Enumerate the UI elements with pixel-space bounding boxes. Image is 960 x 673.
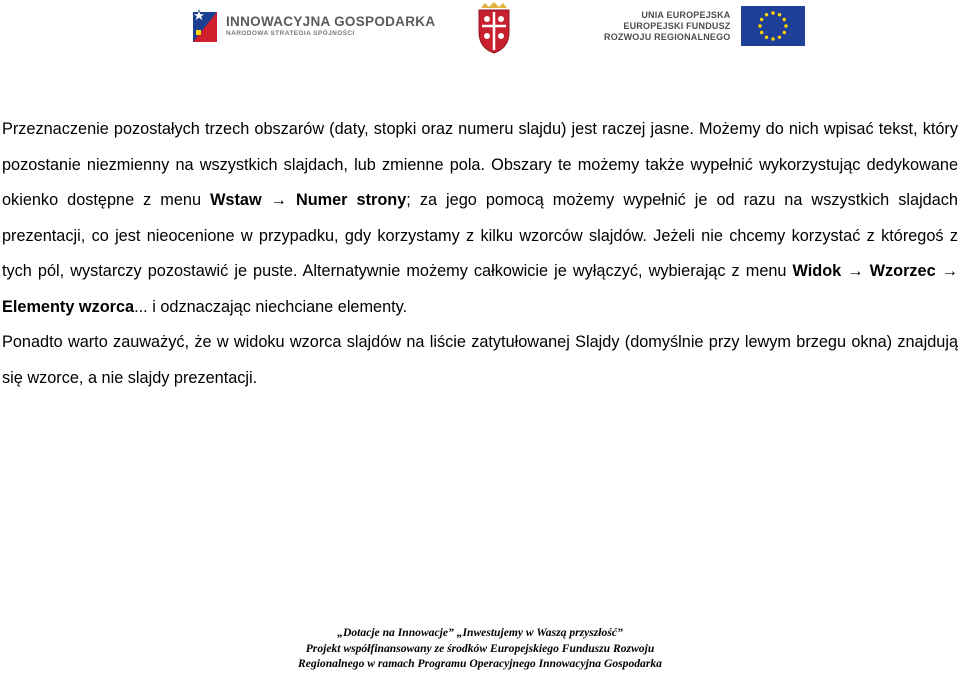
eu-logo-line-3: ROZWOJU REGIONALNEGO — [604, 31, 731, 42]
paragraph-1-text-c: ... i odznaczając niechciane elementy. — [134, 297, 408, 316]
coat-of-arms-icon — [471, 2, 517, 54]
paragraph-1-text-a: Przeznaczenie pozostałych trzech obszarów (daty, stopki oraz numeru slajdu) jest raczej jasne. Możemy do nich wpisać tekst, który pozostanie niezmienny na wszystkich slajdach, lub zmienne pola. Obszary te możemy także wypełnić wykorzystując dedykowane okienko dostępne z menu — [2, 120, 958, 209]
footer-line-3: Regionalnego w ramach Programu Operacyjnego Innowacyjna Gospodarka — [298, 657, 662, 670]
footer-line-1: „Dotacje na Innowacje” „Inwestujemy w Waszą przyszłość” — [337, 626, 623, 639]
paragraph-1 — [2, 112, 958, 325]
paragraph-1-text-b: ; za jego pomocą możemy wypełnić je od razu na wszystkich slajdach prezentacji, co jest nieocenione w przypadku, gdy korzystamy z kilku wzorców slajdów. Jeżeli nie chcemy korzystać z któregoś z tych pól, wystarczy pozostawić je puste. Alternatywnie możemy całkowicie je wyłączyć, wybierając z menu — [2, 191, 958, 280]
eu-logo-line-2: EUROPEJSKI FUNDUSZ — [623, 20, 731, 31]
paragraph-2: Ponadto warto zauważyć, że w widoku wzorca slajdów na liście zatytułowanej Slajdy (domyślnie przy lewym brzegu okna) znajdują się wzorce, a nie slajdy prezentacji. — [2, 333, 958, 387]
menu-path-widok-wzorzec-elementy: Widok → Wzorzec → Elementy wzorca — [2, 262, 958, 316]
ig-logo-title: INNOWACYJNA GOSPODARKA — [226, 14, 436, 29]
page-footer — [260, 625, 700, 672]
eu-flag-icon — [741, 6, 805, 46]
menu-path-wstaw-numer-strony: Wstaw → Numer strony — [210, 191, 407, 209]
ig-logo-subtitle: NARODOWA STRATEGIA SPÓJNOŚCI — [226, 30, 355, 37]
footer-line-2: Projekt współfinansowany ze środków Europejskiego Funduszu Rozwoju — [305, 641, 655, 655]
innowacyjna-gospodarka-logo — [192, 6, 435, 46]
document-body — [2, 112, 958, 396]
innowacyjna-gospodarka-emblem-icon — [192, 8, 218, 44]
eu-logo-line-1: UNIA EUROPEJSKA — [641, 9, 731, 20]
page-header — [0, 0, 960, 60]
eu-logo — [604, 6, 805, 46]
